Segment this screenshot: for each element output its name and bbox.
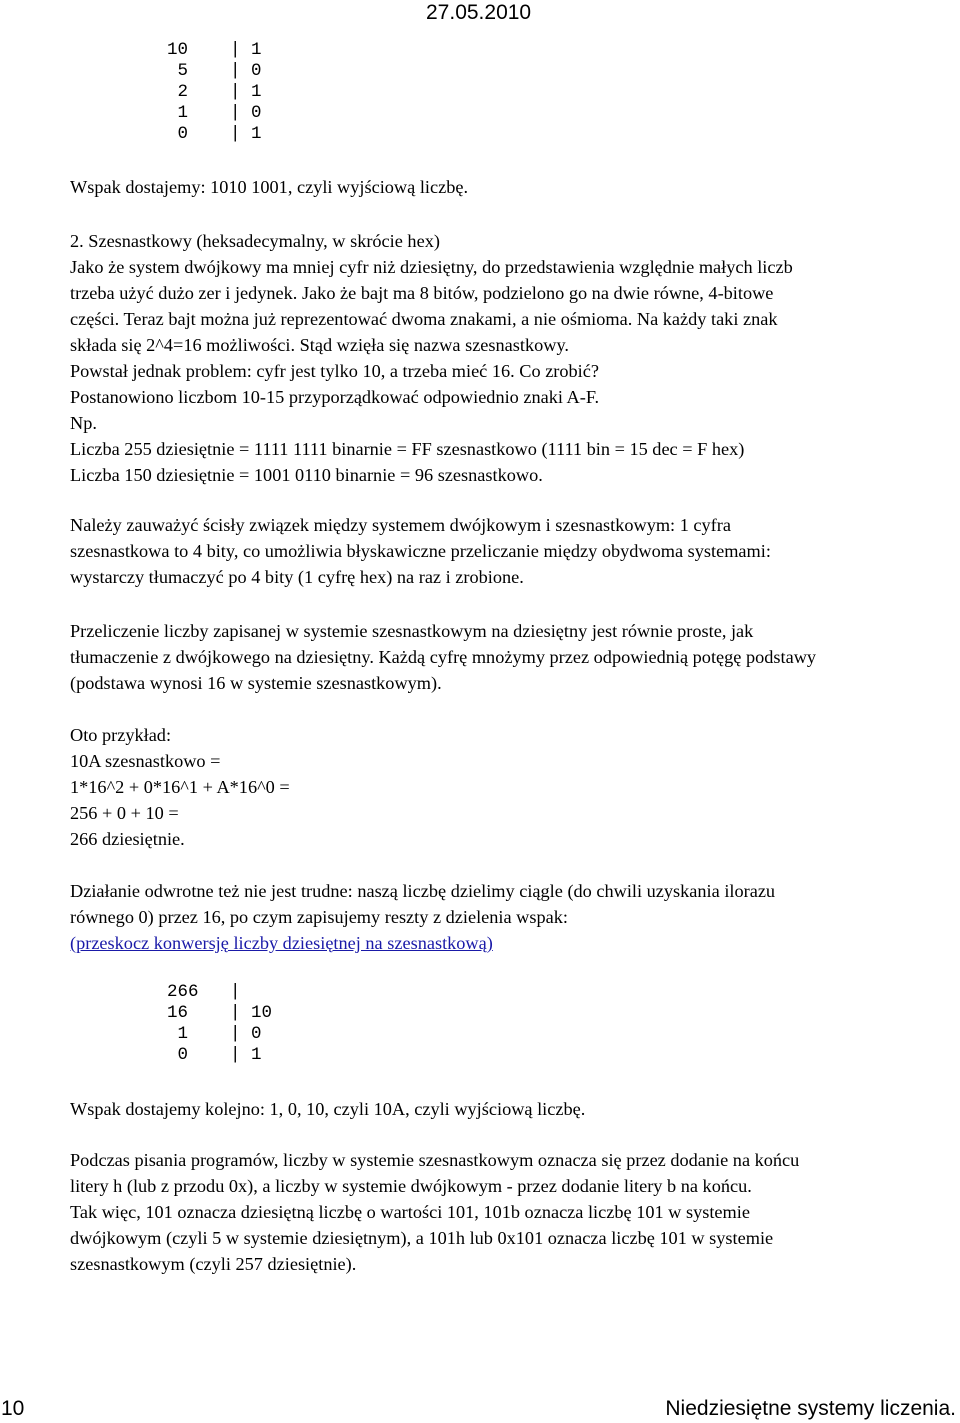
text-line: Podczas pisania programów, liczby w systemie szesnastkowym oznacza się przez dodanie na końcu bbox=[70, 1150, 800, 1170]
text-line: trzeba użyć dużo zer i jedynek. Jako że bajt ma 8 bitów, podzielono go na dwie równe, 4-bitowe bbox=[70, 283, 774, 303]
text-line: Postanowiono liczbom 10-15 przyporządkować odpowiednio znaki A-F. bbox=[70, 387, 600, 407]
table-row: 5 | 0 bbox=[167, 61, 262, 81]
section-heading: 2. Szesnastkowy (heksadecymalny, w skrócie hex) bbox=[70, 231, 440, 251]
text-line: Liczba 255 dziesiętnie = 1111 1111 binarnie = FF szesnastkowo (1111 bin = 15 dec = F hex) bbox=[70, 439, 745, 459]
footer-title: Niedziesiętne systemy liczenia. bbox=[665, 1397, 956, 1420]
text-line: Działanie odwrotne też nie jest trudne: naszą liczbę dzielimy ciągle (do chwili uzyskania ilorazu bbox=[70, 881, 776, 901]
header-date: 27.05.2010 bbox=[426, 1, 532, 24]
text-line: 266 dziesiętnie. bbox=[70, 829, 185, 849]
division-table-hex bbox=[167, 982, 272, 1066]
table-row: 10 | 1 bbox=[167, 40, 262, 60]
skip-conversion-link[interactable]: (przeskocz konwersję liczby dziesiętnej na szesnastkową) bbox=[70, 933, 493, 953]
text-line: Tak więc, 101 oznacza dziesiętną liczbę o wartości 101, 101b oznacza liczbę 101 w systemie bbox=[70, 1202, 750, 1222]
table-row: 0 | 1 bbox=[167, 124, 262, 144]
paragraph-binary-hex-relation bbox=[70, 512, 960, 590]
text-line: Np. bbox=[70, 413, 97, 433]
text-line: 256 + 0 + 10 = bbox=[70, 803, 179, 823]
text-line: wystarczy tłumaczyć po 4 bity (1 cyfrę hex) na raz i zrobione. bbox=[70, 567, 524, 587]
text-line: Przeliczenie liczby zapisanej w systemie szesnastkowym na dziesiętny jest równie proste, jak bbox=[70, 621, 754, 641]
paragraph-notation bbox=[70, 1147, 960, 1277]
table-row: 2 | 1 bbox=[167, 82, 262, 102]
text-line: Oto przykład: bbox=[70, 725, 172, 745]
text-line: dwójkowym (czyli 5 w systemie dziesiętnym), a 101h lub 0x101 oznacza liczbę 101 w systemie bbox=[70, 1228, 774, 1248]
table-row: 266 | bbox=[167, 982, 241, 1002]
table-row: 1 | 0 bbox=[167, 103, 262, 123]
text-line: Liczba 150 dziesiętnie = 1001 0110 binarnie = 96 szesnastkowo. bbox=[70, 465, 543, 485]
section-hexadecimal bbox=[70, 228, 960, 488]
text-line: składa się 2^4=16 możliwości. Stąd wzięła się nazwa szesnastkowy. bbox=[70, 335, 569, 355]
text-line: 10A szesnastkowo = bbox=[70, 751, 221, 771]
text-line: 1*16^2 + 0*16^1 + A*16^0 = bbox=[70, 777, 290, 797]
text-line: części. Teraz bajt można już reprezentować dwoma znakami, a nie ośmioma. Na każdy taki znak bbox=[70, 309, 778, 329]
paragraph-hex-to-decimal bbox=[70, 618, 960, 696]
page-number: 10 bbox=[1, 1397, 25, 1420]
example-block bbox=[70, 722, 960, 852]
paragraph-hex-result bbox=[70, 1096, 960, 1122]
text-line: Wspak dostajemy kolejno: 1, 0, 10, czyli 10A, czyli wyjściową liczbę. bbox=[70, 1099, 586, 1119]
text-line: tłumaczenie z dwójkowego na dziesiętny. Każdą cyfrę mnożymy przez odpowiednią potęgę podstawy bbox=[70, 647, 817, 667]
text-line: Należy zauważyć ścisły związek między systemem dwójkowym i szesnastkowym: 1 cyfra bbox=[70, 515, 731, 535]
text-line: równego 0) przez 16, po czym zapisujemy reszty z dzielenia wspak: bbox=[70, 907, 568, 927]
text-line: litery h (lub z przodu 0x), a liczby w systemie dwójkowym - przez dodanie litery b na końcu. bbox=[70, 1176, 752, 1196]
text-line: Wspak dostajemy: 1010 1001, czyli wyjściową liczbę. bbox=[70, 177, 469, 197]
table-row: 0 | 1 bbox=[167, 1045, 262, 1065]
text-line: (podstawa wynosi 16 w systemie szesnastkowym). bbox=[70, 673, 442, 693]
table-row: 1 | 0 bbox=[167, 1024, 262, 1044]
text-line: szesnastkowa to 4 bity, co umożliwia błyskawiczne przeliczanie między obydwoma systemami: bbox=[70, 541, 771, 561]
text-line: Jako że system dwójkowy ma mniej cyfr niż dziesiętny, do przedstawienia względnie małych liczb bbox=[70, 257, 793, 277]
table-row: 16 | 10 bbox=[167, 1003, 273, 1023]
text-line: szesnastkowym (czyli 257 dziesiętnie). bbox=[70, 1254, 357, 1274]
text-line: Powstał jednak problem: cyfr jest tylko 10, a trzeba mieć 16. Co zrobić? bbox=[70, 361, 599, 381]
paragraph-binary-result bbox=[70, 174, 960, 200]
division-table-binary bbox=[167, 40, 262, 145]
paragraph-reverse-conversion bbox=[70, 878, 960, 956]
